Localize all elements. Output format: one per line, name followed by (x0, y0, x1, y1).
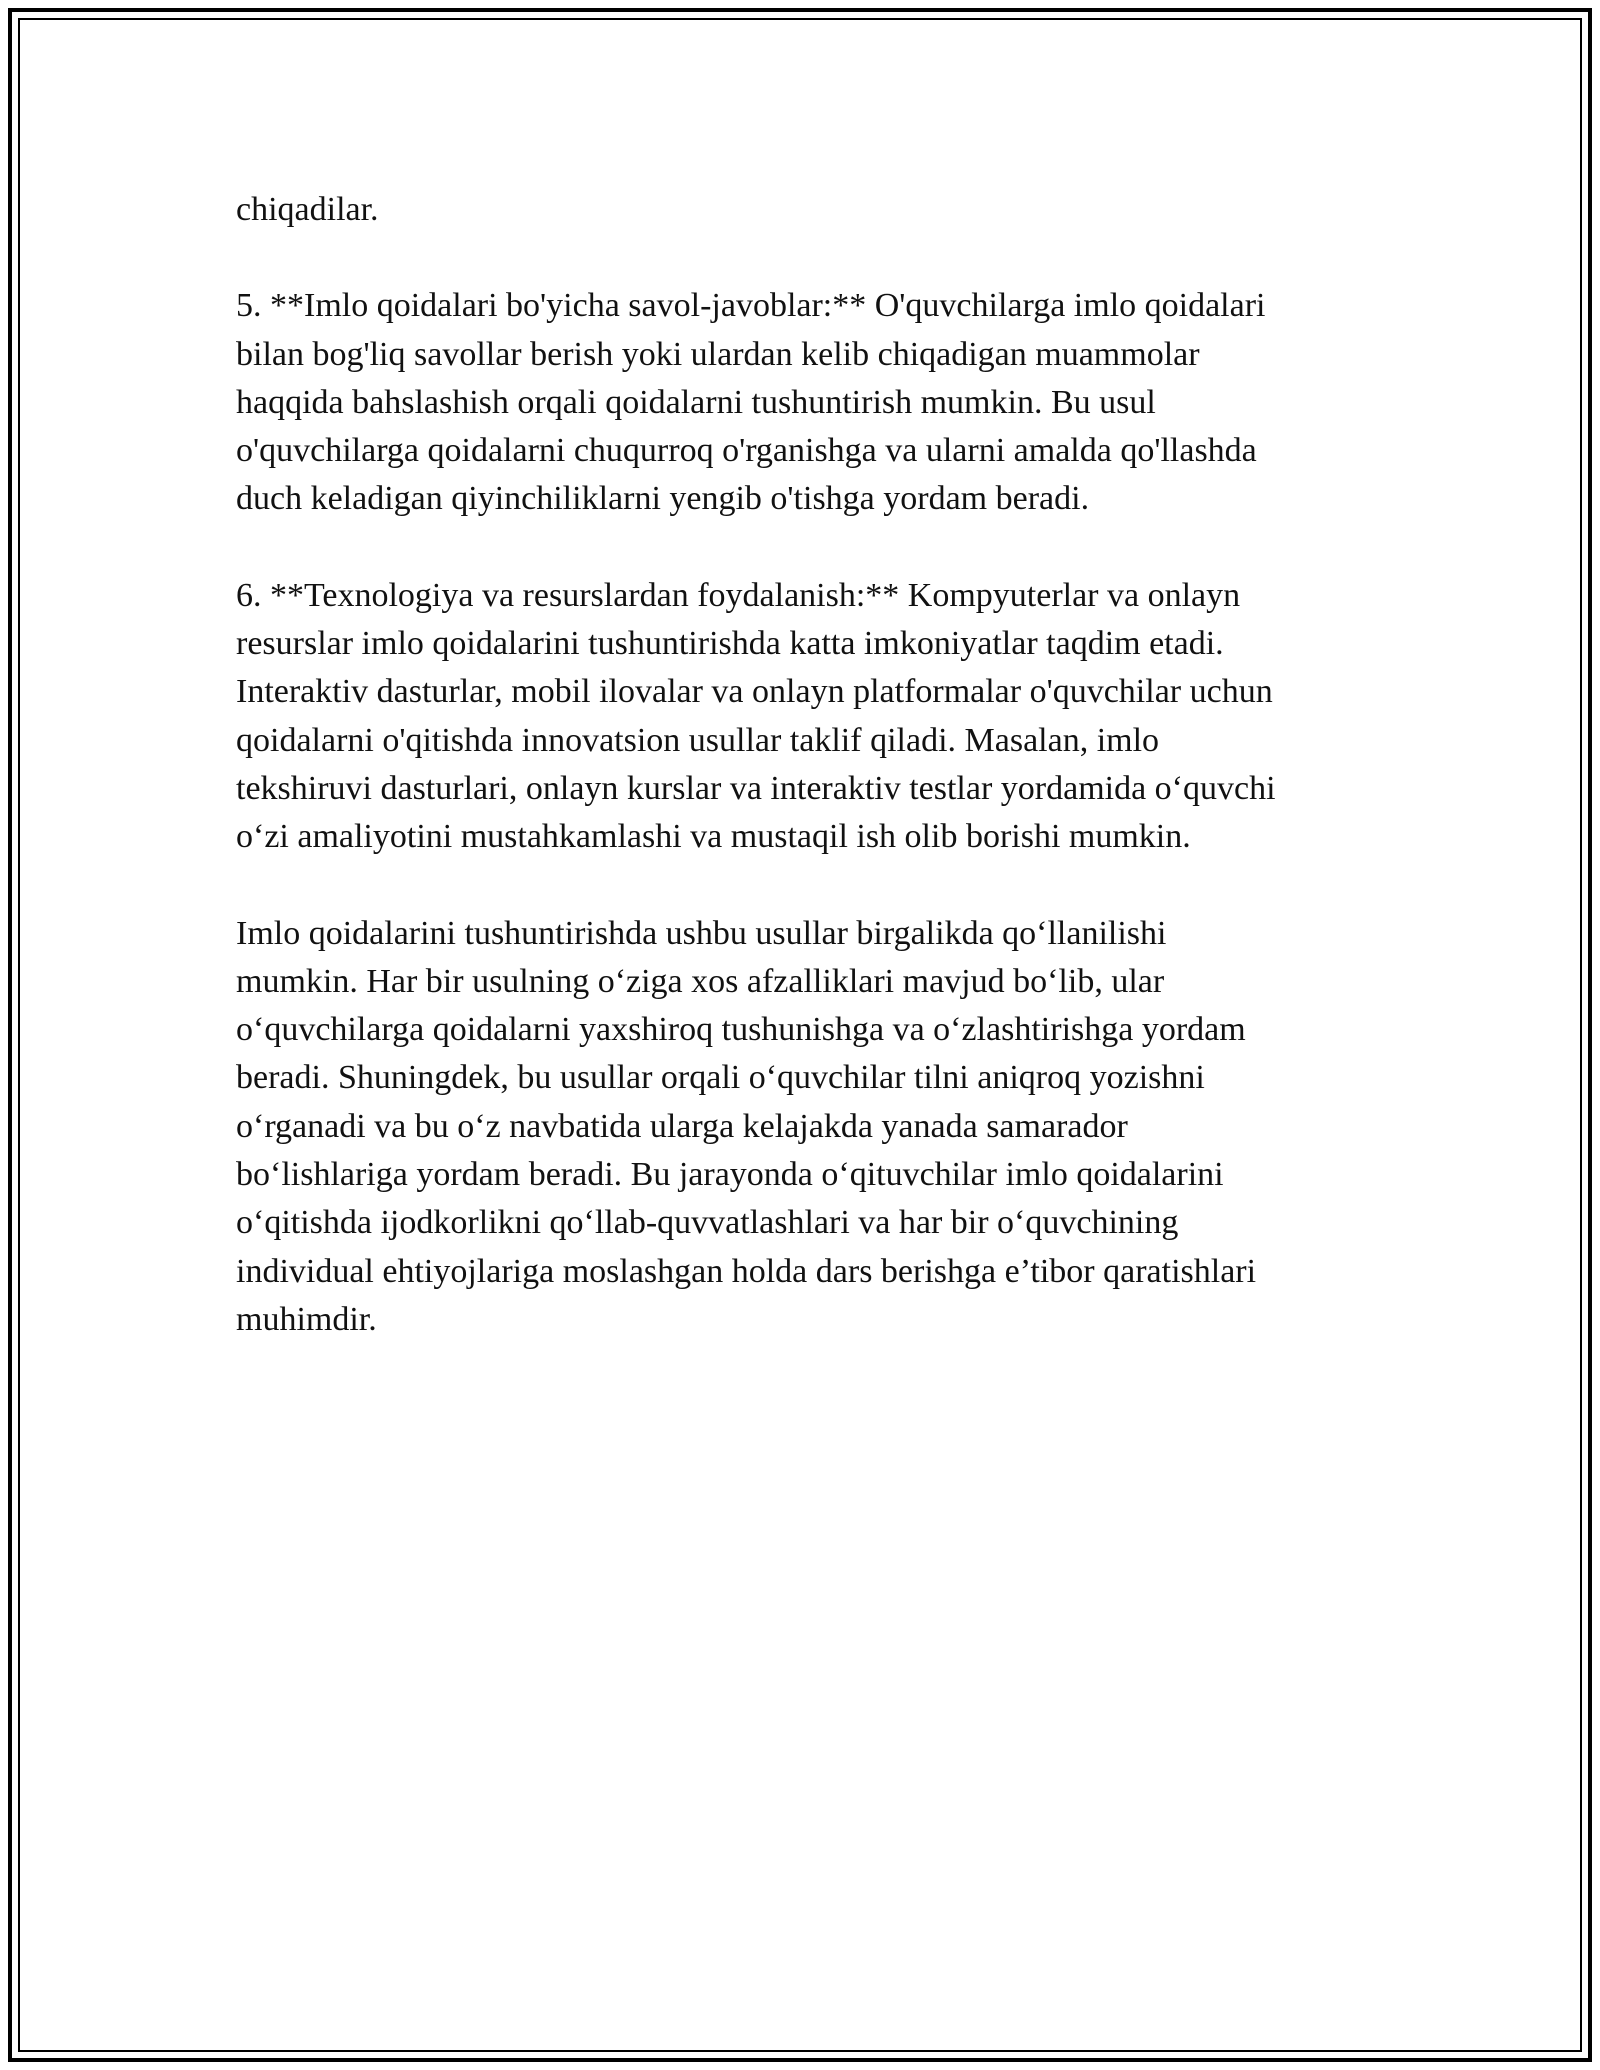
paragraph-continuation: chiqadilar. (236, 191, 379, 228)
paragraph-item-6: 6. **Texnologiya va resurslardan foydalanish:** Kompyuterlar va onlayn resurslar imlo qoidalarini tushuntirishda katta imkoniyatlar taqdim etadi. Interaktiv dasturlar, mobil ilovalar va onlayn platformalar o'quvchilar uchun qoidalarni o'qitishda innovatsion usullar taklif qiladi. Masalan, imlo tekshiruvi dasturlari, onlayn kurslar va interaktiv testlar yordamida o‘quvchi o‘zi amaliyotini mustahkamlashi va mustaqil ish olib borishi mumkin. (236, 576, 1276, 856)
paragraph-item-5: 5. **Imlo qoidalari bo'yicha savol-javoblar:** O'quvchilarga imlo qoidalari bilan bog'liq savollar berish yoki ulardan kelib chiqadigan muammolar haqqida bahslashish orqali qoidalarni tushuntirish mumkin. Bu usul o'quvchilarga qoidalarni chuqurroq o'rganishga va ularni amalda qo'llashda duch keladigan qiyinchiliklarni yengib o'tishga yordam beradi. (236, 287, 1266, 518)
document-body (236, 186, 1366, 1392)
paragraph-conclusion: Imlo qoidalarini tushuntirishda ushbu usullar birgalikda qo‘llanilishi mumkin. Har bir usulning o‘ziga xos afzalliklari mavjud bo‘lib, ular o‘quvchilarga qoidalarni yaxshiroq tushunishga va o‘zlashtirishga yordam beradi. Shuningdek, bu usullar orqali o‘quvchilar tilni aniqroq yozishni o‘rganadi va bu o‘z navbatida ularga kelajakda yanada samarador bo‘lishlariga yordam beradi. Bu jarayonda o‘qituvchilar imlo qoidalarini o‘qitishda ijodkorlikni qo‘llab-quvvatlashlari va har bir o‘quvchining individual ehtiyojlariga moslashgan holda dars berishga e’tibor qaratishlari muhimdir. (236, 914, 1257, 1338)
